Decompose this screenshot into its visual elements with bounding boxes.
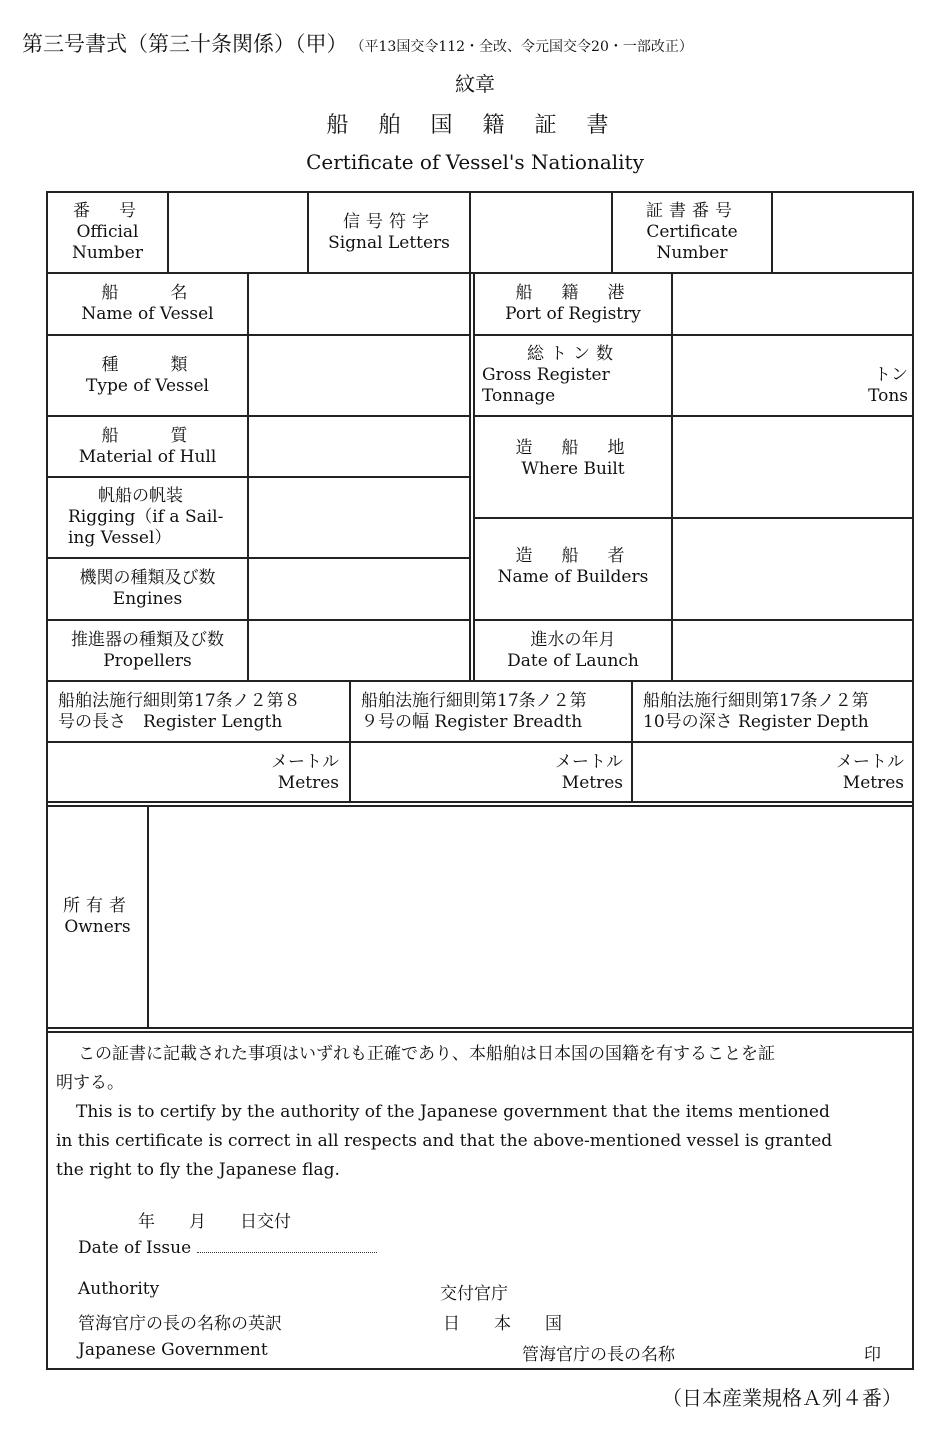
- label-line: 船舶法施行細則第17条ノ２第: [643, 691, 869, 711]
- unit-jp: メートル: [836, 752, 904, 772]
- label-en: Name of Vessel: [81, 304, 214, 324]
- label-line: ９号の幅 Register Breadth: [361, 712, 583, 732]
- translation-label: 管海官庁の長の名称の英訳: [78, 1314, 282, 1334]
- label-en: Engines: [112, 589, 183, 609]
- date-of-issue: [78, 1238, 377, 1258]
- owners-field[interactable]: [149, 807, 912, 1027]
- unit-en: Metres: [842, 773, 904, 793]
- port-of-registry-field[interactable]: [673, 274, 912, 334]
- statement-en: in this certificate is correct in all respects and that the above-mentioned vessel is granted: [56, 1131, 833, 1151]
- label-jp: 船 質: [101, 425, 194, 446]
- label-jp: 帆船の帆装: [98, 486, 183, 506]
- date-of-launch-label: [475, 621, 671, 680]
- register-breadth-label: [351, 691, 631, 733]
- name-of-vessel-field[interactable]: [249, 274, 469, 334]
- official-number-label: [48, 193, 167, 272]
- label-jp: 総トン数: [527, 344, 619, 364]
- divider: [46, 680, 914, 682]
- authority-label: Authority: [78, 1279, 160, 1299]
- label-jp: 推進器の種類及び数: [71, 629, 224, 650]
- tonnage-unit: [673, 365, 908, 407]
- seal-mark: 印: [864, 1345, 881, 1365]
- where-built-label: [475, 417, 671, 517]
- label-en: Type of Vessel: [86, 375, 209, 396]
- rigging-field[interactable]: [249, 478, 469, 557]
- name-of-vessel-label: [48, 274, 247, 334]
- label-en: Material of Hull: [78, 446, 217, 467]
- statement-jp: 明する。: [56, 1073, 124, 1093]
- issuing-authority-label: 交付官庁: [440, 1284, 508, 1304]
- signal-letters-label: [309, 193, 469, 272]
- table-border-right: [912, 191, 914, 1370]
- label-en: Name of Builders: [497, 567, 649, 587]
- form-header: [22, 28, 693, 58]
- unit-en: Metres: [277, 773, 339, 793]
- label-jp: 進水の年月: [530, 629, 616, 650]
- label-en: Signal Letters: [328, 232, 450, 253]
- name-of-builders-field[interactable]: [673, 519, 912, 619]
- official-name: 管海官庁の長の名称: [522, 1345, 675, 1365]
- label-jp: 番 号: [73, 201, 142, 221]
- register-depth-label: [633, 691, 912, 733]
- engines-field[interactable]: [249, 559, 469, 619]
- propellers-label: [48, 621, 247, 680]
- label-en: Number: [71, 243, 143, 263]
- label-jp: 種 類: [101, 354, 194, 375]
- japanese-government: Japanese Government: [78, 1340, 268, 1360]
- register-depth-unit: [633, 752, 904, 794]
- label-en: Certificate: [646, 222, 738, 242]
- label-line: 船舶法施行細則第17条ノ２第８: [58, 691, 301, 711]
- material-of-hull-field[interactable]: [249, 417, 469, 476]
- engines-label: [48, 559, 247, 619]
- divider: [46, 801, 914, 803]
- label-jp: 機関の種類及び数: [79, 568, 216, 588]
- label-line: 10号の深さ Register Depth: [643, 712, 869, 732]
- date-issued-jp: 年 月 日交付: [138, 1212, 291, 1232]
- label-en: Tonnage: [482, 386, 556, 406]
- label-en: Official: [76, 222, 139, 242]
- label-en: Owners: [64, 917, 131, 937]
- divider: [46, 1027, 914, 1029]
- label-jp: 造 船 地: [515, 438, 631, 458]
- date-of-issue-label: Date of Issue: [78, 1238, 192, 1258]
- official-number-field[interactable]: [169, 193, 307, 272]
- unit-jp: メートル: [271, 752, 339, 772]
- signal-letters-field[interactable]: [471, 193, 611, 272]
- divider: [46, 1031, 914, 1033]
- form-note: （平13国交令112・全改、令元国交令20・一部改正）: [357, 39, 693, 55]
- unit-en: Tons: [868, 386, 908, 406]
- gross-tonnage-label: [475, 336, 671, 415]
- statement-en: This is to certify by the authority of the Japanese government that the items mentioned: [76, 1102, 830, 1122]
- rigging-label: [48, 478, 247, 557]
- type-of-vessel-label: [48, 336, 247, 415]
- date-of-issue-field[interactable]: [197, 1238, 377, 1253]
- name-of-builders-label: [475, 519, 671, 619]
- label-en: Port of Registry: [505, 304, 641, 324]
- where-built-field[interactable]: [673, 417, 912, 517]
- type-of-vessel-field[interactable]: [249, 336, 469, 415]
- register-length-unit: [48, 752, 339, 794]
- register-breadth-unit: [351, 752, 623, 794]
- label-en: Rigging（if a Sail-: [68, 507, 224, 527]
- unit-jp: メートル: [555, 752, 623, 772]
- certificate-number-field[interactable]: [773, 193, 912, 272]
- label-line: 号の長さ Register Length: [58, 712, 283, 732]
- material-of-hull-label: [48, 417, 247, 476]
- propellers-field[interactable]: [249, 621, 469, 680]
- unit-jp: トン: [874, 365, 908, 385]
- label-jp: 信号符字: [343, 211, 435, 232]
- label-jp: 船 名: [101, 283, 194, 303]
- date-of-launch-field[interactable]: [673, 621, 912, 680]
- label-en: Gross Register: [482, 365, 610, 385]
- label-jp: 船 籍 港: [515, 283, 631, 303]
- title-japanese: 船舶国籍証書: [326, 113, 639, 138]
- form-title: 第三号書式（第三十条関係）（甲）: [22, 32, 348, 56]
- paper-size-note: （日本産業規格Ａ列４番）: [662, 1386, 902, 1410]
- label-en: Where Built: [521, 459, 625, 479]
- certification-statement: [56, 1040, 906, 1185]
- label-line: 船舶法施行細則第17条ノ２第: [361, 691, 587, 711]
- crest-label: 紋章: [455, 72, 495, 96]
- label-jp: 証書番号: [646, 201, 738, 221]
- label-jp: 造 船 者: [515, 546, 631, 566]
- label-en: Number: [656, 243, 728, 263]
- country-name: 日 本 国: [443, 1314, 562, 1334]
- statement-jp: この証書に記載された事項はいずれも正確であり、本船舶は日本国の国籍を有することを証: [78, 1044, 775, 1064]
- label-en: Date of Launch: [507, 650, 639, 671]
- register-length-label: [48, 691, 349, 733]
- title-english: Certificate of Vessel's Nationality: [306, 150, 644, 174]
- port-of-registry-label: [475, 274, 671, 334]
- owners-label: [48, 807, 147, 1027]
- label-en: Propellers: [103, 650, 192, 671]
- certificate-number-label: [613, 193, 771, 272]
- statement-en: the right to fly the Japanese flag.: [56, 1160, 340, 1180]
- label-en: ing Vessel）: [68, 528, 172, 548]
- unit-en: Metres: [561, 773, 623, 793]
- table-border-bottom: [46, 1368, 914, 1370]
- label-jp: 所有者: [63, 896, 132, 916]
